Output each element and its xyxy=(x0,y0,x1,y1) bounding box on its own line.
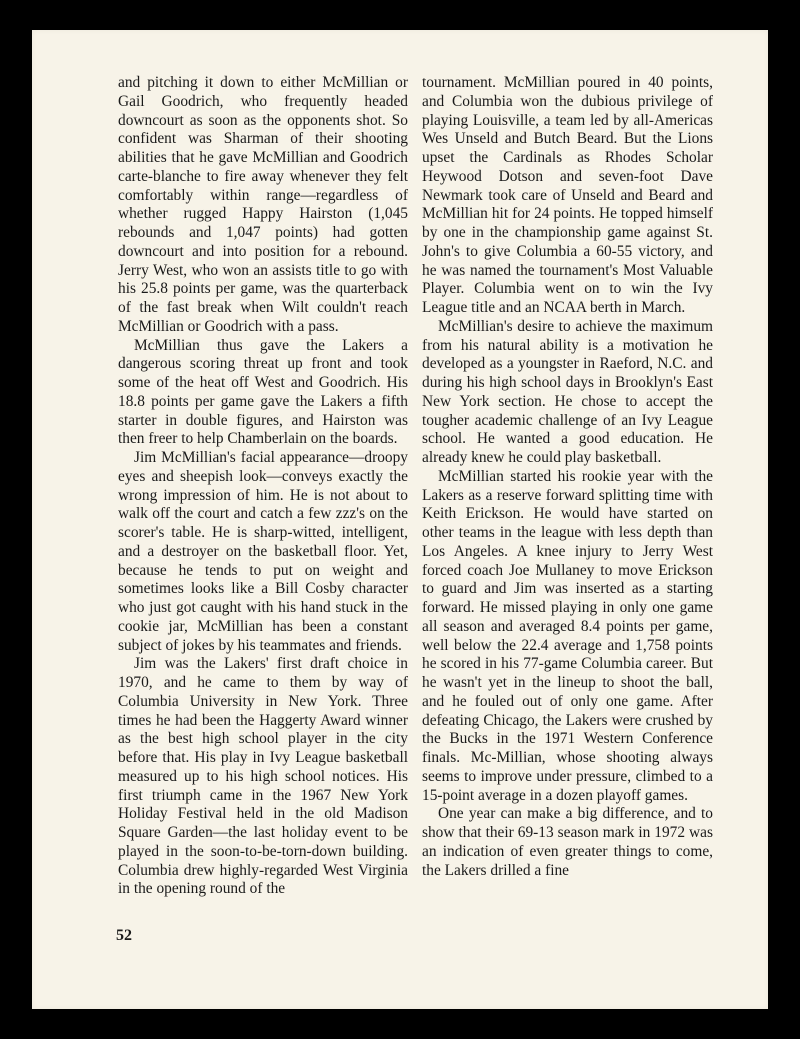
paragraph: and pitching it down to either McMillian or Gail Goodrich, who frequently headed downcourt as soon as the opponents shot. So confident was Sharman of their shooting abilities that he gave McMillian and Goodrich carte-blanche to fire away whenever they felt comfortably within range—regardless of whether rugged Happy Hairston (1,045 rebounds and 1,047 points) had gotten downcourt and into position for a rebound. Jerry West, who won an assists title to go with his 25.8 points per game, was the quarterback of the fast break when Wilt couldn't reach McMillian or Goodrich with a pass. xyxy=(118,74,408,335)
paragraph: Jim was the Lakers' first draft choice in 1970, and he came to them by way of Columbia University in New York. Three times he had been the Haggerty Award winner as the best high school player in the city before that. His play in Ivy League basketball measured up to his high school notices. His first triumph came in the 1967 New York Holiday Festival held in the old Madison Square Garden—the last holiday event to be played in the soon-to-be-torn-down building. Columbia drew highly-regarded West Virginia in the opening round of the xyxy=(118,655,408,898)
paragraph: Jim McMillian's facial appearance—droopy eyes and sheepish look—conveys exactly the wrong impression of him. He is not about to walk off the court and catch a few zzz's on the scorer's table. He is sharp-witted, intelligent, and a destroyer on the basketball floor. Yet, because he tends to put on weight and sometimes looks like a Bill Cosby character who just got caught with his hand stuck in the cookie jar, McMillian has been a constant subject of jokes by his teammates and friends. xyxy=(118,449,408,654)
paragraph: McMillian started his rookie year with the Lakers as a reserve forward splitting time with Keith Erickson. He would have started on other teams in the league with less depth than Los Angeles. A knee injury to Jerry West forced coach Joe Mullaney to move Erickson to guard and Jim was inserted as a starting forward. He missed playing in only one game all season and averaged 8.4 points per game, well below the 22.4 average and 1,758 points he scored in his 77-game Columbia career. But he wasn't yet in the lineup to shoot the ball, and he fouled out of only one game. After defeating Chicago, the Lakers were crushed by the Bucks in the 1971 Western Conference finals. Mc-Millian, whose shooting always seems to improve under pressure, climbed to a 15-point average in a dozen playoff games. xyxy=(422,467,713,804)
paragraph: tournament. McMillian poured in 40 points, and Columbia won the dubious privilege of playing Louisville, a team led by all-Americas Wes Unseld and Butch Beard. But the Lions upset the Cardinals as Rhodes Scholar Heywood Dotson and seven-foot Dave Newmark took care of Unseld and Beard and McMillian hit for 24 points. He topped himself by one in the championship game against St. John's to give Columbia a 60-55 victory, and he was named the tournament's Most Valuable Player. Columbia went on to win the Ivy League title and an NCAA berth in March. xyxy=(422,74,713,316)
paragraph: McMillian thus gave the Lakers a dangerous scoring threat up front and took some of the heat off West and Goodrich. His 18.8 points per game gave the Lakers a fifth starter in double figures, and Hairston was then freer to help Chamberlain on the boards. xyxy=(118,336,408,448)
magazine-page xyxy=(32,30,768,1009)
paragraph: McMillian's desire to achieve the maximum from his natural ability is a motivation he developed as a youngster in Raeford, N.C. and during his high school days in Brooklyn's East New York section. He chose to accept the tougher academic challenge of an Ivy League school. He wanted a good education. He already knew he could play basketball. xyxy=(422,317,713,466)
right-text-column xyxy=(422,74,713,880)
page-number: 52 xyxy=(116,927,132,944)
paragraph: One year can make a big difference, and to show that their 69-13 season mark in 1972 was an indication of even greater things to come, the Lakers drilled a fine xyxy=(422,805,713,879)
left-text-column xyxy=(118,74,408,899)
